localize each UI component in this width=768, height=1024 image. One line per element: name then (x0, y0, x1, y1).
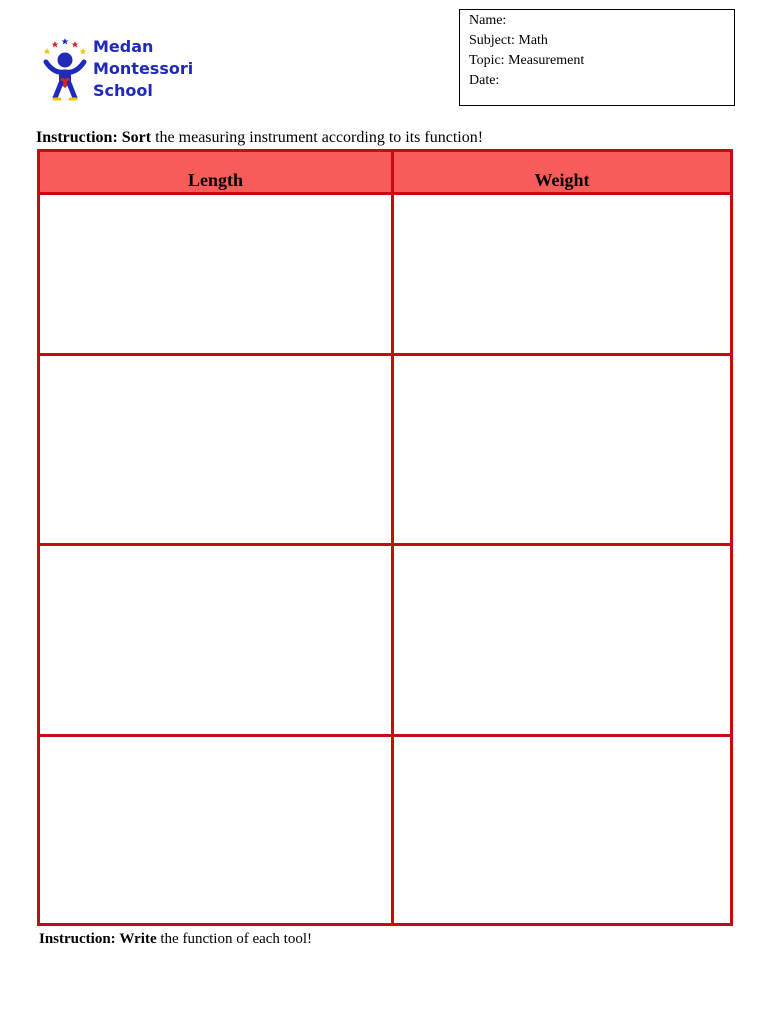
weight-cell-1[interactable] (394, 195, 730, 353)
school-logo (42, 36, 202, 104)
write-instruction-verb: Write (119, 931, 157, 947)
length-cell-4[interactable] (40, 737, 391, 923)
write-instruction (39, 930, 312, 948)
school-name-line-3: School (93, 81, 153, 100)
sorting-table (37, 149, 733, 926)
length-cell-3[interactable] (40, 546, 391, 734)
topic-field-label: Topic: Measurement (469, 53, 585, 68)
sort-instruction (36, 129, 483, 147)
write-instruction-text: the function of each tool! (156, 931, 313, 947)
sort-instruction-lead: Instruction: (36, 129, 118, 146)
subject-field-label: Subject: Math (469, 33, 548, 48)
school-name-line-1: Medan (93, 37, 154, 56)
weight-cell-4[interactable] (394, 737, 730, 923)
sort-instruction-verb: Sort (121, 129, 152, 146)
weight-cell-2[interactable] (394, 356, 730, 543)
table-header-row (40, 152, 730, 195)
name-field-label: Name: (469, 13, 507, 28)
montessori-child-logo-icon (42, 36, 90, 104)
student-info-box (459, 9, 735, 106)
column-header-length: Length (187, 170, 243, 190)
column-header-weight: Weight (534, 170, 590, 190)
date-field-label: Date: (469, 73, 500, 88)
write-instruction-lead: Instruction: (39, 931, 116, 947)
school-name (93, 36, 193, 102)
sort-instruction-text: the measuring instrument according to its function! (151, 129, 484, 146)
school-name-line-2: Montessori (93, 59, 194, 78)
weight-cell-3[interactable] (394, 546, 730, 734)
length-cell-1[interactable] (40, 195, 391, 353)
length-cell-2[interactable] (40, 356, 391, 543)
